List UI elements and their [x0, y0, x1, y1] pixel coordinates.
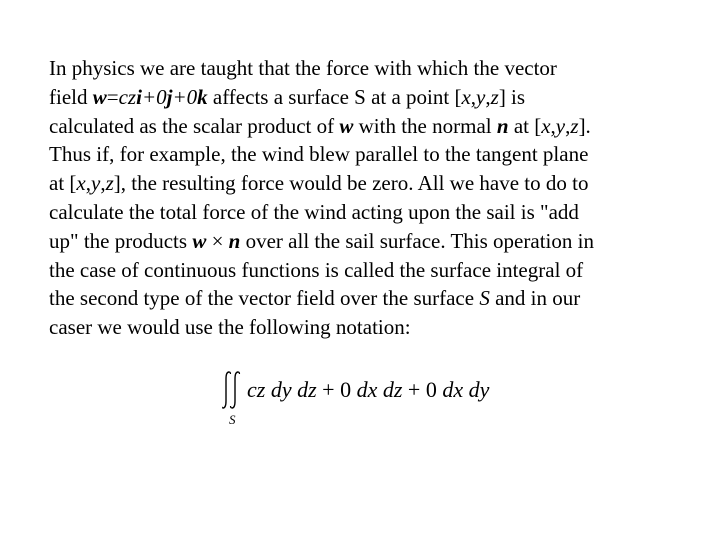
formula-operator: + 0	[316, 377, 357, 402]
surface-s: S	[479, 286, 490, 311]
text-run: with the normal	[353, 113, 497, 138]
text-run: over all the sail surface. This operation in	[240, 228, 594, 253]
text-run: ,	[85, 171, 91, 196]
text-run: calculated as the scalar product of	[49, 113, 340, 138]
unit-vector-k: k	[197, 84, 208, 109]
times-symbol: ×	[206, 228, 229, 253]
text-run: cz	[118, 84, 137, 109]
var-x: x	[461, 84, 471, 109]
text-line-2	[49, 83, 689, 112]
text-run: ], the resulting force would be zero. All we have to do to	[113, 171, 589, 196]
text-line-5	[49, 169, 689, 198]
surface-integral-formula	[222, 370, 522, 430]
unit-vector-j: j	[166, 84, 173, 109]
text-line-1	[49, 54, 689, 83]
vector-w: w	[192, 228, 207, 253]
text-run: caser we would use the following notation:	[49, 315, 411, 340]
formula-term: dx dz	[356, 377, 403, 402]
vector-n: n	[228, 228, 241, 253]
text-line-6	[49, 198, 689, 227]
text-line-3	[49, 112, 689, 141]
body-paragraph	[49, 54, 689, 342]
formula-term: cz dy dz	[247, 377, 317, 402]
formula-operator: + 0	[402, 377, 443, 402]
var-z: z	[490, 84, 499, 109]
text-run: +0	[141, 84, 167, 109]
text-run: affects a surface S at a point [	[207, 84, 462, 109]
vector-w: w	[92, 84, 107, 109]
vector-n: n	[496, 113, 509, 138]
text-run: the case of continuous functions is called the surface integral of	[49, 257, 584, 282]
text-run: In physics we are taught that the force with which the vector	[49, 56, 557, 80]
var-y: y	[555, 113, 566, 138]
text-line-10	[49, 313, 689, 342]
text-line-8	[49, 256, 689, 285]
integrand	[247, 377, 489, 403]
text-line-7	[49, 227, 689, 256]
text-run: at [	[508, 113, 542, 138]
text-run: field	[49, 84, 93, 109]
formula-term: dx dy	[442, 377, 490, 402]
unit-vector-i: i	[136, 84, 142, 109]
text-run: Thus if, for example, the wind blew parallel to the tangent plane	[49, 142, 589, 167]
text-run: ] is	[498, 84, 526, 109]
text-run: ,	[470, 84, 477, 109]
text-run: =	[106, 84, 119, 109]
text-run: the second type of the vector field over the surface	[49, 286, 480, 311]
text-run: at [	[49, 171, 77, 196]
var-y: y	[90, 171, 101, 196]
text-line-4	[49, 140, 689, 169]
integral-subscript: S	[229, 412, 236, 427]
text-run: ,	[565, 113, 571, 138]
text-run: ,	[550, 113, 556, 138]
var-y: y	[476, 84, 486, 109]
text-run: ].	[578, 113, 591, 138]
var-z: z	[570, 113, 579, 138]
var-x: x	[541, 113, 551, 138]
var-x: x	[76, 171, 86, 196]
var-z: z	[105, 171, 114, 196]
text-line-9	[49, 284, 689, 313]
vector-w: w	[339, 113, 354, 138]
text-run: +0	[172, 84, 198, 109]
text-run: calculate the total force of the wind acting upon the sail is "add	[49, 199, 579, 224]
text-run: and in our	[489, 286, 581, 311]
text-run: up" the products	[49, 228, 193, 253]
text-run: ,	[485, 84, 491, 109]
text-run: ,	[100, 171, 106, 196]
double-integral-icon	[222, 370, 244, 410]
